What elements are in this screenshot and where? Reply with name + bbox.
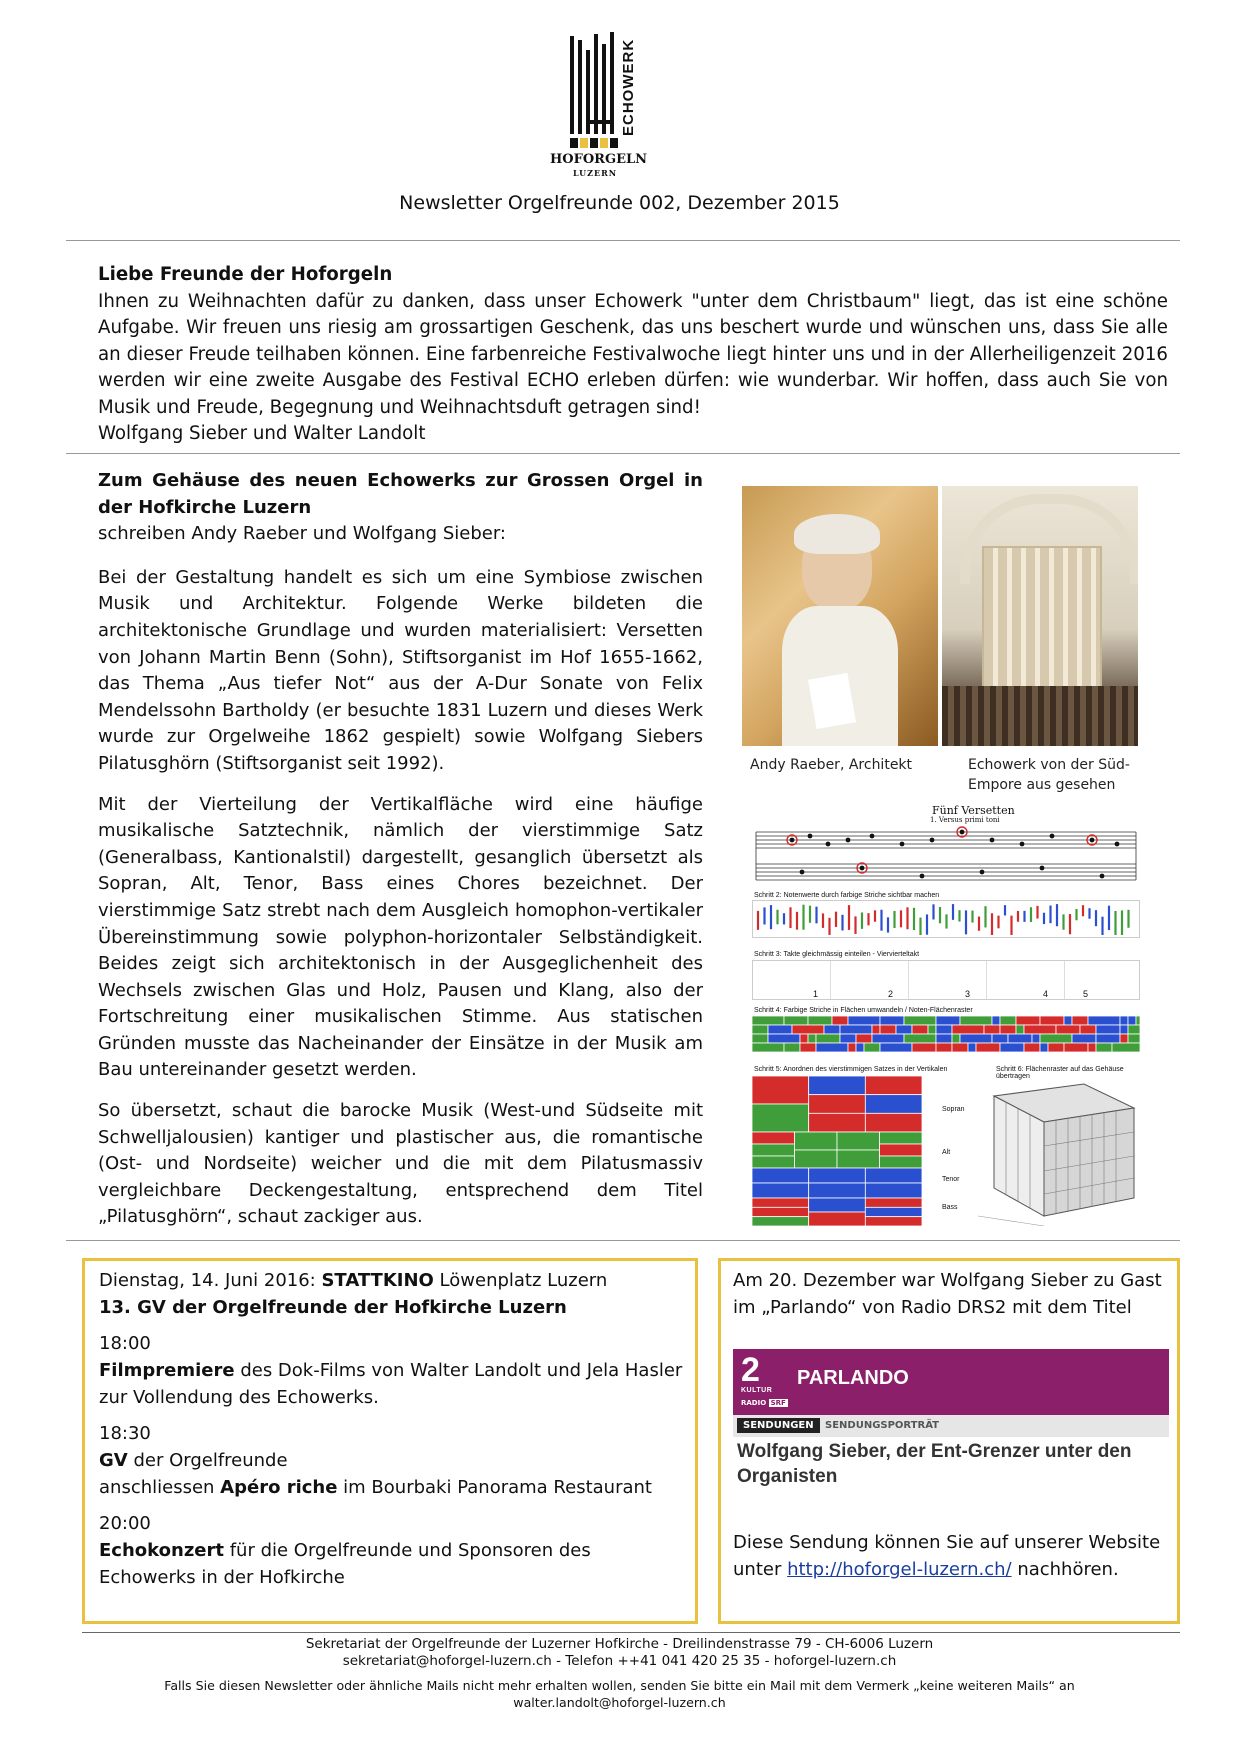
event-time: 20:00 — [99, 1513, 151, 1534]
raster-cell — [976, 1043, 1000, 1052]
radio-outro: Diese Sendung können Sie auf unserer Website unter http://hoforgel-luzern.ch/ nachhören. — [733, 1532, 1161, 1580]
event-item-filmpremiere: Filmpremiere des Dok-Films von Walter Landolt und Jela Hasler zur Vollendung des Echowerks. — [99, 1360, 683, 1408]
event-venue: STATTKINO — [321, 1270, 434, 1291]
raster-cell — [808, 1034, 816, 1043]
drs2-logo: 2 KULTUR — [741, 1351, 773, 1394]
footer-unsubscribe-email[interactable]: walter.landolt@hoforgel-luzern.ch — [513, 1695, 726, 1710]
voice-block — [865, 1168, 922, 1183]
intro-body: Ihnen zu Weihnachten dafür zu danken, dass unser Echowerk "unter dem Christbaum" liegt, das ist eine schöne Aufgabe. Wir freuen uns riesig am grossartigen Geschenk, das uns beschert wurde und wünschen uns, dass Sie alle an dieser Freude teilhaben können. Eine farbenreiche Festivalwoche liegt hinter uns und in der Allerheiligenzeit 2016 werden wir eine zweite Ausgabe des Festival ECHO erleben dürfen: wie wunderbar. Wir hoffen, dass auch Sie von Musik und Freude, Begegnung und Weihnachtsduft getragen sind! — [98, 290, 1168, 418]
show-title: Wolfgang Sieber, der Ent-Grenzer unter den Organisten — [737, 1441, 1132, 1487]
article-paragraph: So übersetzt, schaut die barocke Musik (West-und Südseite mit Schwelljalousien) kantiger und plastischer aus, die romantische (Ost- und Nordseite) weicher und die mit dem Pilatusmassiv vergleichbare Deckengestaltung, entsprechend dem Titel „Pilatusghörn“, schaut zackiger aus. — [98, 1100, 703, 1228]
radio-intro: Am 20. Dezember war Wolfgang Sieber zu Gast im „Parlando“ von Radio DRS2 mit dem Titel — [733, 1270, 1162, 1318]
raster-cell — [912, 1025, 928, 1034]
voice-label-tenor: Tenor — [942, 1176, 960, 1183]
raster-cell — [800, 1034, 808, 1043]
raster-cell — [1072, 1016, 1088, 1025]
raster-cell — [1016, 1025, 1024, 1034]
raster-cell — [1000, 1043, 1024, 1052]
raster-cell — [904, 1016, 936, 1025]
voice-block — [865, 1207, 922, 1216]
raster-cell — [1008, 1034, 1032, 1043]
raster-cell — [1096, 1043, 1112, 1052]
composition-diagram — [752, 804, 1140, 1229]
raster-cell — [784, 1016, 808, 1025]
raster-cell — [1040, 1016, 1064, 1025]
raster-cell — [864, 1043, 880, 1052]
voice-block — [752, 1217, 809, 1226]
raster-cell — [1000, 1025, 1016, 1034]
step5-vertical-raster — [752, 1076, 922, 1226]
step6-housing-render — [974, 1076, 1140, 1226]
raster-cell — [784, 1043, 800, 1052]
voice-block — [837, 1132, 880, 1150]
step5-label: Schritt 5: Anordnen des vierstimmigen Satzes in der Vertikalen — [754, 1066, 948, 1073]
raster-cell — [1120, 1034, 1128, 1043]
raster-cell — [768, 1025, 792, 1034]
voice-block — [752, 1156, 795, 1168]
voice-block — [752, 1207, 809, 1216]
raster-cell — [1064, 1043, 1088, 1052]
raster-cell — [840, 1034, 856, 1043]
raster-cell — [824, 1025, 840, 1034]
raster-cell — [848, 1043, 856, 1052]
raster-cell — [1096, 1025, 1120, 1034]
voice-block — [865, 1183, 922, 1198]
voice-block — [809, 1183, 866, 1198]
raster-cell — [800, 1043, 816, 1052]
raster-cell — [960, 1016, 992, 1025]
beat-label: 1 — [813, 989, 819, 999]
step3-label: Schritt 3: Takte gleichmässig einteilen - Viervierteltakt — [754, 951, 920, 958]
raster-cell — [1056, 1025, 1080, 1034]
event-time: 18:30 — [99, 1423, 151, 1444]
voice-block — [795, 1150, 838, 1168]
score-subtitle: 1. Versus primi toni — [930, 816, 1000, 824]
caption-andy-raeber: Andy Raeber, Architekt — [750, 757, 913, 773]
tab-sendungsportraet[interactable]: SENDUNGSPORTRÄT — [825, 1420, 939, 1431]
voice-block — [752, 1168, 809, 1183]
raster-cell — [1040, 1043, 1048, 1052]
voice-block — [865, 1198, 922, 1207]
voice-block — [809, 1198, 866, 1212]
event-item-gv: GV der Orgelfreunde — [99, 1450, 288, 1471]
event-title: 13. GV der Orgelfreunde der Hofkirche Luzern — [99, 1297, 567, 1318]
radio-label: RADIO SRF — [741, 1399, 786, 1407]
raster-cell — [832, 1016, 848, 1025]
voice-block — [752, 1183, 809, 1198]
raster-cell — [872, 1025, 880, 1034]
voice-block — [809, 1076, 866, 1095]
raster-cell — [808, 1016, 832, 1025]
article-paragraph: Mit der Vierteilung der Vertikalfläche wird eine häufige musikalische Satztechnik, nämlich der vierstimmige Satz (Generalbass, Kantionalstil) dargestellt, gesanglich übersetzt als Sopran, Alt, Tenor, Bass eines Chores bezeichnet. Der vierstimmige Satz strebt nach dem Ausgleich homophon-vertikaler Übereinstimmung sowie polyphon-horizontaler Selbständigkeit. Beides zeigt sich architektonisch in der Ausgeglichenheit des Wechsels zwischen Glas und Holz, Pausen und Klang, also der Fortschreitung einer musikalischen Stimme. Aus statischen Gründen musste das Nacheinander der Einsätze in der Musik am Bau untereinander gesetzt werden. — [98, 793, 703, 1081]
raster-cell — [912, 1043, 936, 1052]
logo-name: HOFORGELN — [550, 152, 647, 167]
raster-cell — [752, 1016, 784, 1025]
tab-sendungen[interactable]: SENDUNGEN — [737, 1418, 820, 1433]
raster-cell — [936, 1043, 952, 1052]
divider — [66, 1240, 1180, 1241]
parlando-banner — [733, 1349, 1169, 1415]
voice-block — [809, 1095, 866, 1114]
raster-cell — [1112, 1043, 1140, 1052]
raster-cell — [1136, 1016, 1140, 1025]
voice-block — [880, 1156, 923, 1168]
raster-cell — [856, 1034, 872, 1043]
raster-cell — [936, 1025, 952, 1034]
beat-label: 4 — [1043, 989, 1049, 999]
score-staff — [752, 826, 1140, 888]
raster-cell — [1032, 1034, 1040, 1043]
score-title: Fünf Versetten — [932, 804, 1015, 817]
raster-cell — [1088, 1043, 1096, 1052]
voice-block — [795, 1132, 838, 1150]
raster-cell — [1024, 1025, 1056, 1034]
raster-cell — [896, 1025, 912, 1034]
raster-cell — [1128, 1016, 1136, 1025]
voice-block — [880, 1132, 923, 1144]
raster-cell — [984, 1025, 1000, 1034]
raster-cell — [880, 1016, 904, 1025]
voice-label-bass: Bass — [942, 1204, 958, 1211]
website-link[interactable]: http://hoforgel-luzern.ch/ — [787, 1559, 1012, 1580]
photo-echowerk-empore — [942, 486, 1138, 746]
voice-block — [809, 1113, 866, 1132]
beat-label: 5 — [1083, 989, 1089, 999]
raster-cell — [872, 1034, 904, 1043]
radio-box — [718, 1258, 1180, 1624]
raster-cell — [848, 1016, 880, 1025]
beat-label: 3 — [965, 989, 971, 999]
beat-label: 2 — [888, 989, 894, 999]
step6-label: Schritt 6: Flächenraster auf das Gehäuse übertragen — [996, 1066, 1124, 1080]
article-heading: Zum Gehäuse des neuen Echowerks zur Grossen Orgel in der Hofkirche Luzern — [98, 470, 703, 518]
raster-cell — [752, 1034, 768, 1043]
voice-block — [809, 1168, 866, 1183]
raster-cell — [1024, 1043, 1040, 1052]
logo-place: LUZERN — [572, 168, 618, 178]
step3-grid — [752, 960, 1140, 1000]
raster-cell — [992, 1034, 1008, 1043]
raster-cell — [904, 1034, 936, 1043]
step4-raster — [752, 1016, 1140, 1052]
event-content — [99, 1267, 689, 1591]
raster-cell — [1000, 1016, 1016, 1025]
raster-cell — [880, 1025, 896, 1034]
voice-block — [809, 1212, 866, 1226]
raster-cell — [816, 1034, 840, 1043]
footer-unsubscribe: Falls Sie diesen Newsletter oder ähnliche Mails nicht mehr erhalten wollen, senden Sie bitte ein Mail mit dem Vermerk „keine weiteren Mails“ an — [164, 1678, 1075, 1693]
voice-block — [865, 1113, 922, 1132]
raster-cell — [768, 1034, 800, 1043]
event-item-echokonzert: Echokonzert für die Orgelfreunde und Sponsoren des Echowerks in der Hofkirche — [99, 1540, 591, 1588]
article-section — [98, 468, 703, 1245]
raster-cell — [952, 1025, 984, 1034]
voice-block — [752, 1104, 809, 1132]
caption-echowerk-line1: Echowerk von der Süd- — [968, 757, 1130, 773]
article-byline: schreiben Andy Raeber und Wolfgang Sieber: — [98, 523, 506, 545]
step2-label: Schritt 2: Notenwerte durch farbige Striche sichtbar machen — [754, 892, 940, 899]
photo-andy-raeber — [742, 486, 938, 746]
footer-contact: sekretariat@hoforgel-luzern.ch - Telefon ++41 041 420 25 35 - hoforgel-luzern.ch — [342, 1653, 897, 1669]
article-paragraph: Bei der Gestaltung handelt es sich um eine Symbiose zwischen Musik und Architektur. Folgende Werke bildeten die architektonische Grundlage und wurden materialisiert: Versetten von Johann Martin Benn (Sohn), Stiftsorganist im Hof 1655-1662, das Thema „Aus tiefer Not“ aus der A-Dur Sonate von Felix Mendelssohn Bartholdy (er besuchte 1831 Luzern und dieses Werk wurde zur Orgelweihe 1862 gespielt) sowie Wolfgang Siebers Pilatusghörn (Stiftsorganist seit 1992). — [98, 566, 703, 774]
raster-cell — [992, 1016, 1000, 1025]
radio-tabs — [733, 1415, 1169, 1437]
raster-cell — [1080, 1025, 1096, 1034]
event-item-apero: anschliessen Apéro riche im Bourbaki Panorama Restaurant — [99, 1477, 652, 1498]
step2-strokes — [752, 900, 1140, 938]
divider — [66, 240, 1180, 241]
divider — [66, 453, 1180, 454]
raster-cell — [1128, 1025, 1140, 1034]
newsletter-title: Newsletter Orgelfreunde 002, Dezember 2015 — [399, 192, 840, 214]
raster-cell — [1040, 1034, 1072, 1043]
raster-cell — [1064, 1016, 1072, 1025]
raster-cell — [1128, 1034, 1140, 1043]
footer-address: Sekretariat der Orgelfreunde der Luzerner Hofkirche - Dreilindenstrasse 79 - CH-6006 Luzern — [305, 1636, 934, 1652]
raster-cell — [1120, 1016, 1128, 1025]
voice-block — [752, 1076, 809, 1104]
event-time: 18:00 — [99, 1333, 151, 1354]
voice-label-sopran: Sopran — [942, 1106, 965, 1113]
raster-cell — [960, 1034, 992, 1043]
raster-cell — [1048, 1043, 1064, 1052]
voice-block — [752, 1198, 809, 1207]
voice-block — [752, 1132, 795, 1144]
hoforgeln-logo — [550, 30, 670, 180]
raster-cell — [1096, 1034, 1120, 1043]
intro-heading: Liebe Freunde der Hoforgeln — [98, 264, 393, 285]
raster-cell — [1072, 1034, 1096, 1043]
event-date-line: Dienstag, 14. Juni 2016: STATTKINO Löwenplatz Luzern — [99, 1270, 608, 1291]
voice-block — [865, 1217, 922, 1226]
caption-echowerk-line2: Empore aus gesehen — [968, 777, 1116, 793]
raster-cell — [1120, 1025, 1128, 1034]
raster-cell — [968, 1043, 976, 1052]
raster-cell — [1088, 1016, 1120, 1025]
raster-cell — [880, 1043, 912, 1052]
divider — [82, 1632, 1180, 1633]
intro-section — [98, 262, 1168, 448]
voice-block — [752, 1144, 795, 1156]
raster-cell — [816, 1043, 848, 1052]
raster-cell — [840, 1025, 872, 1034]
event-box — [82, 1258, 698, 1624]
intro-signature: Wolfgang Sieber und Walter Landolt — [98, 423, 426, 444]
raster-cell — [928, 1025, 936, 1034]
step4-label: Schritt 4: Farbige Striche in Flächen umwandeln / Noten-Flächenraster — [754, 1007, 973, 1014]
raster-cell — [856, 1043, 864, 1052]
raster-cell — [936, 1034, 952, 1043]
raster-cell — [936, 1016, 960, 1025]
raster-cell — [752, 1025, 768, 1034]
echowerk-wordmark: ECHOWERK — [620, 38, 637, 136]
voice-block — [880, 1144, 923, 1156]
raster-cell — [792, 1025, 824, 1034]
raster-cell — [952, 1034, 960, 1043]
voice-block — [837, 1150, 880, 1168]
parlando-title: PARLANDO — [797, 1367, 909, 1389]
raster-cell — [752, 1043, 784, 1052]
raster-cell — [1016, 1016, 1040, 1025]
voice-block — [865, 1076, 922, 1095]
raster-cell — [952, 1043, 968, 1052]
voice-block — [865, 1095, 922, 1114]
voice-label-alt: Alt — [942, 1149, 951, 1156]
